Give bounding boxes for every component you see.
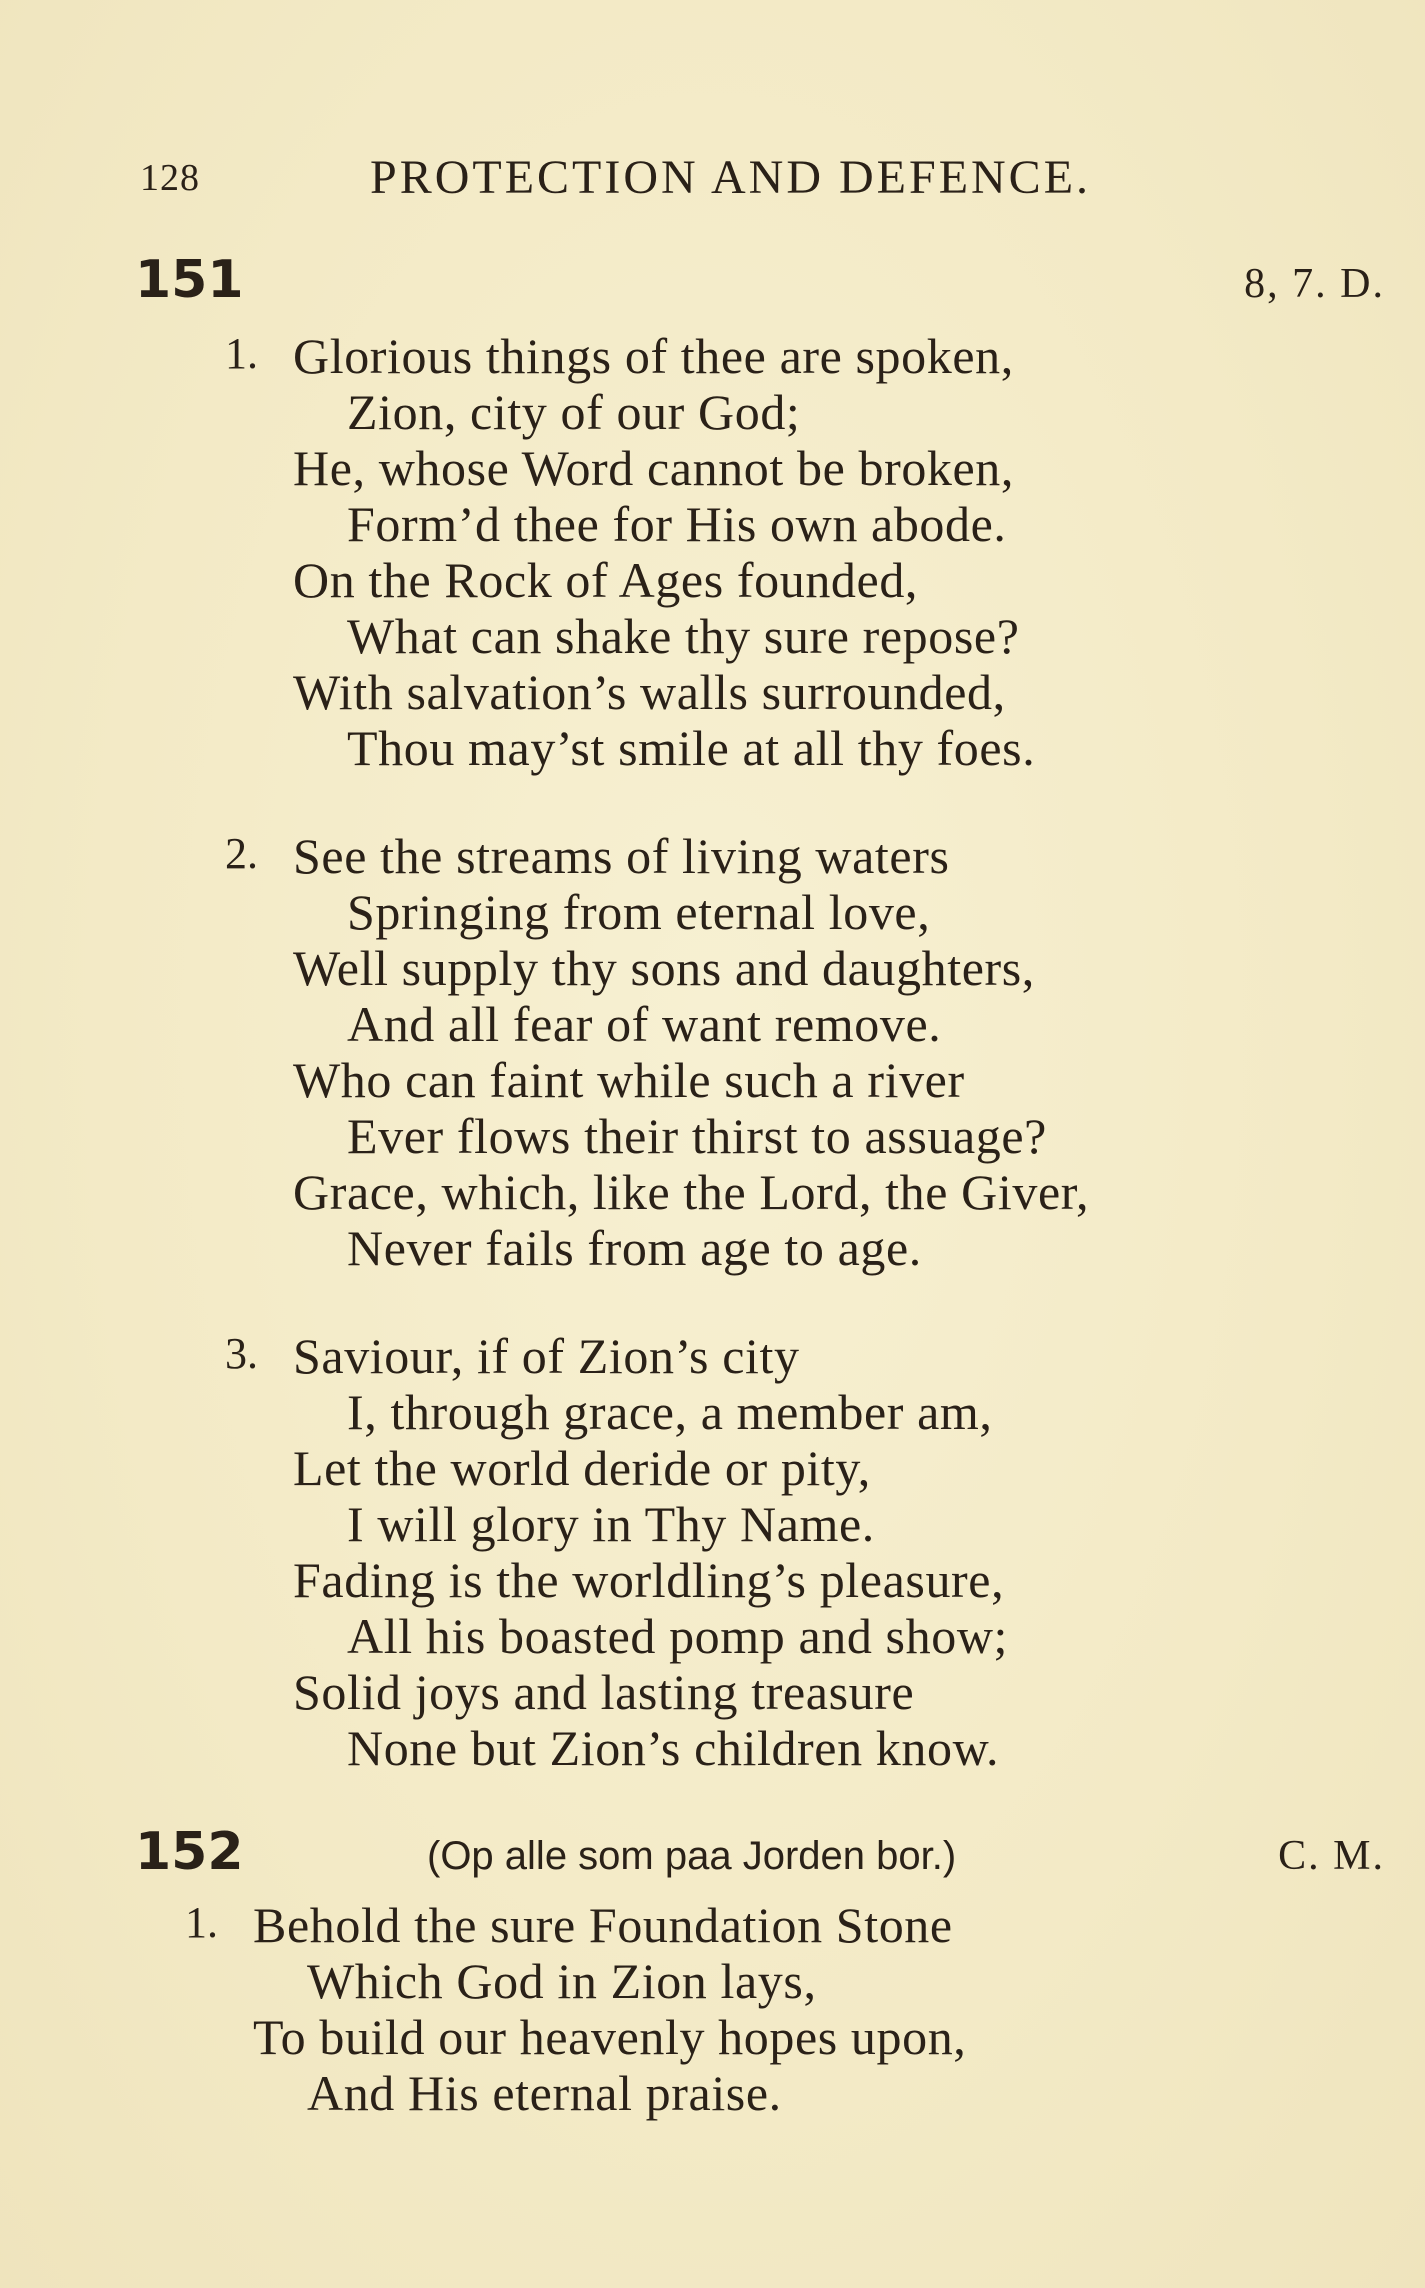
- verse-line: To build our heavenly hopes upon,: [253, 2009, 967, 2065]
- verse-line: Fading is the worldling’s pleasure,: [293, 1552, 1005, 1608]
- verse-line: And His eternal praise.: [307, 2065, 782, 2121]
- hymn-number: 152: [135, 1822, 244, 1882]
- verse-line: Glorious things of thee are spoken,: [293, 328, 1014, 384]
- verse-line: I, through grace, a member am,: [347, 1384, 993, 1440]
- running-head: [140, 150, 1160, 210]
- verse-line: I will glory in Thy Name.: [347, 1496, 875, 1552]
- verse-line: And all fear of want remove.: [347, 996, 942, 1052]
- verse-line: Never fails from age to age.: [347, 1220, 922, 1276]
- verse-line: Saviour, if of Zion’s city: [293, 1328, 800, 1384]
- verse-number: 1.: [225, 329, 258, 378]
- verse-number: 2.: [225, 829, 258, 878]
- verse-line: What can shake thy sure repose?: [347, 608, 1020, 664]
- verse-line: All his boasted pomp and show;: [347, 1608, 1009, 1664]
- verse-line: On the Rock of Ages founded,: [293, 552, 919, 608]
- hymn-subtitle: (Op alle som paa Jorden bor.): [427, 1834, 957, 1878]
- hymn-meter: C. M.: [1278, 1833, 1385, 1879]
- verse-line: With salvation’s walls surrounded,: [293, 664, 1006, 720]
- hymn-meter: 8, 7. D.: [1244, 261, 1385, 307]
- verse-line: Who can faint while such a river: [293, 1052, 965, 1108]
- verse-line: Thou may’st smile at all thy foes.: [347, 720, 1036, 776]
- verse-line: None but Zion’s children know.: [347, 1720, 1000, 1776]
- hymn-152-header: [135, 1822, 1385, 1892]
- verse-line: Let the world deride or pity,: [293, 1440, 871, 1496]
- verse-line: See the streams of living waters: [293, 828, 950, 884]
- hymn-151-header: [135, 250, 1385, 320]
- hymn-number: 151: [135, 250, 244, 310]
- verse-line: Ever flows their thirst to assuage?: [347, 1108, 1047, 1164]
- verse-number: 3.: [225, 1329, 258, 1378]
- verse-number: 1.: [185, 1898, 218, 1947]
- page-number: 128: [140, 157, 200, 199]
- verse-line: Grace, which, like the Lord, the Giver,: [293, 1164, 1090, 1220]
- verse-line: Which God in Zion lays,: [307, 1953, 817, 2009]
- verse-line: Solid joys and lasting treasure: [293, 1664, 915, 1720]
- verse-line: Form’d thee for His own abode.: [347, 496, 1007, 552]
- page-heading: PROTECTION AND DEFENCE.: [370, 151, 1092, 204]
- verse-line: Well supply thy sons and daughters,: [293, 940, 1035, 996]
- verse-line: Springing from eternal love,: [347, 884, 931, 940]
- verse-line: Zion, city of our God;: [347, 384, 801, 440]
- verse-line: Behold the sure Foundation Stone: [253, 1897, 953, 1953]
- verse-line: He, whose Word cannot be broken,: [293, 440, 1015, 496]
